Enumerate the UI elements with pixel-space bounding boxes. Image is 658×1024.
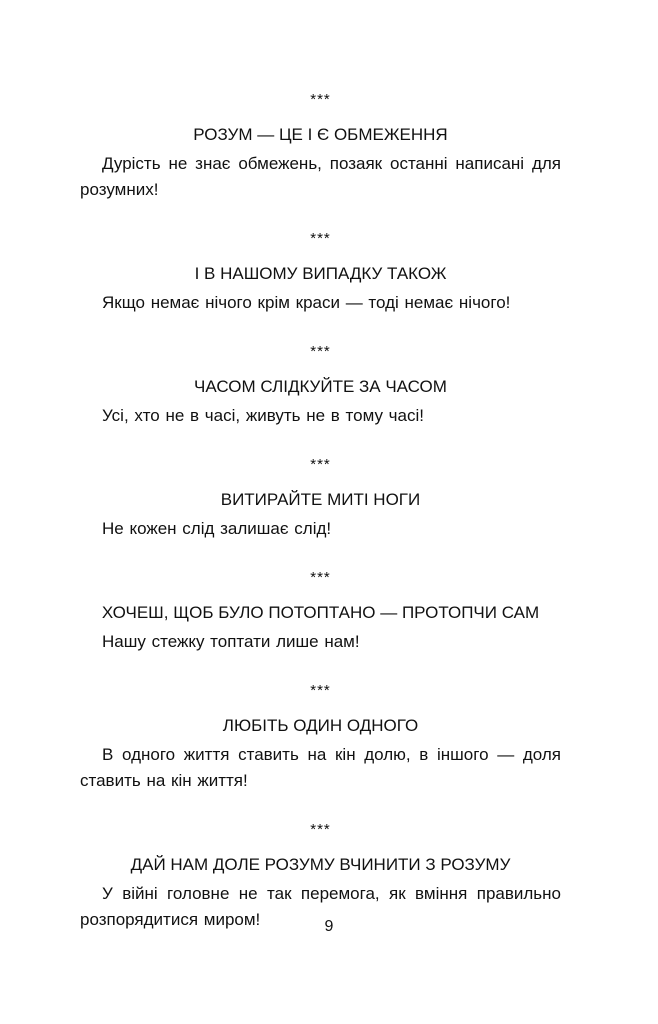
separator: ***: [310, 343, 331, 360]
aphorism-title: ЛЮБІТЬ ОДИН ОДНОГО: [222, 716, 419, 735]
aphorism-entry: [80, 88, 561, 203]
aphorism-entry: [80, 340, 561, 429]
aphorism-entry: [80, 818, 561, 933]
aphorism-text: Усі, хто не в часі, живуть не в тому часі!: [102, 406, 424, 425]
aphorism-title: ХОЧЕШ, ЩОБ БУЛО ПОТОПТАНО — ПРОТОПЧИ САМ: [101, 603, 540, 622]
aphorism-title: ЧАСОМ СЛІДКУЙТЕ ЗА ЧАСОМ: [194, 377, 447, 396]
aphorism-title: І В НАШОМУ ВИПАДКУ ТАКОЖ: [194, 264, 447, 283]
aphorism-text: Дурість не знає обмежень, позаяк останні написані для розумних!: [80, 154, 561, 199]
aphorism-entry: [80, 679, 561, 794]
aphorism-text: Нашу стежку топтати лише нам!: [102, 632, 360, 651]
aphorism-entry: [80, 453, 561, 542]
aphorism-text: Якщо немає нічого крім краси — тоді немає нічого!: [102, 293, 511, 312]
separator: ***: [310, 569, 331, 586]
aphorism-entry: [80, 227, 561, 316]
aphorism-title: РОЗУМ — ЦЕ І Є ОБМЕЖЕННЯ: [193, 125, 448, 144]
aphorism-title: ВИТИРАЙТЕ МИТІ НОГИ: [220, 490, 421, 509]
aphorism-entry: [80, 566, 561, 655]
separator: ***: [310, 682, 331, 699]
separator: ***: [310, 230, 331, 247]
aphorism-title: ДАЙ НАМ ДОЛЕ РОЗУМУ ВЧИНИТИ З РОЗУМУ: [130, 855, 511, 874]
aphorism-text: У війні головне не так перемога, як вміння правильно розпорядитися миром!: [80, 884, 561, 929]
separator: ***: [310, 91, 331, 108]
aphorism-text: В одного життя ставить на кін долю, в іншого — доля ставить на кін життя!: [80, 745, 561, 790]
separator: ***: [310, 821, 331, 838]
page-number: 9: [324, 918, 334, 935]
separator: ***: [310, 456, 331, 473]
aphorism-text: Не кожен слід залишає слід!: [102, 519, 332, 538]
document-page: [80, 88, 561, 957]
